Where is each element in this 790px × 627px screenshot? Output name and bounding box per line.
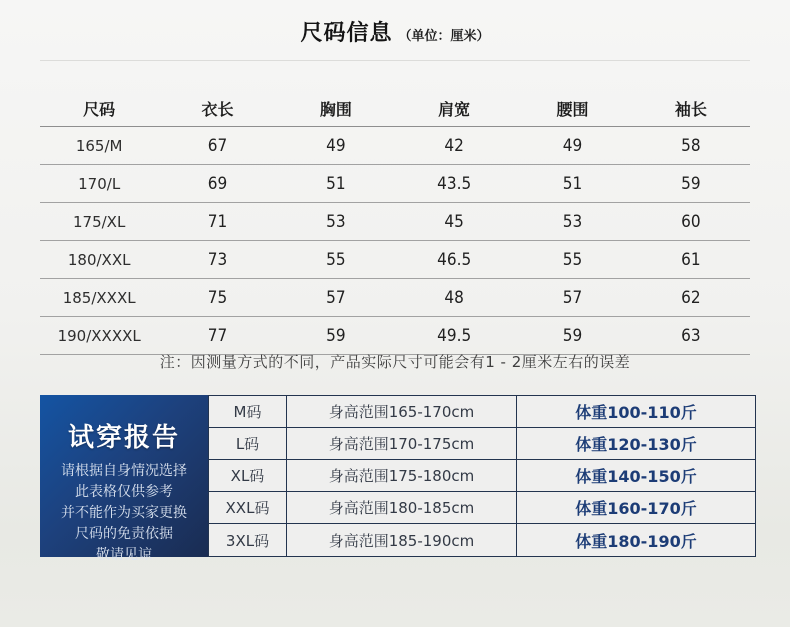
cell-value: 59: [562, 325, 583, 346]
cell-value: 53: [562, 211, 583, 232]
table-row: [40, 165, 750, 203]
fit-height-cell: 身高范围175-180cm: [287, 460, 517, 491]
page-title: [0, 16, 790, 47]
cell-size: 185/XXXL: [62, 288, 136, 307]
column-header-size: 尺码: [83, 99, 116, 119]
cell-value: 46.5: [437, 249, 472, 270]
fit-size-cell: L码: [209, 428, 287, 459]
cell-value: 43.5: [437, 173, 472, 194]
cell-value: 48: [444, 287, 464, 308]
fit-weight-cell: 体重140-150斤: [517, 460, 755, 491]
cell-value: 55: [562, 249, 583, 270]
fit-report-line: 并不能作为买家更换: [61, 505, 187, 521]
cell-value: 58: [681, 135, 701, 156]
fit-height-cell: 身高范围170-175cm: [287, 428, 517, 459]
column-header-shoulder: 肩宽: [438, 99, 471, 119]
fit-table-row: [209, 524, 755, 556]
cell-value: 63: [681, 325, 701, 346]
column-header-sleeve: 袖长: [674, 99, 707, 119]
column-header-length: 衣长: [201, 99, 234, 119]
fit-size-cell: XXL码: [209, 492, 287, 523]
cell-value: 57: [562, 287, 583, 308]
fit-report-line: 请根据自身情况选择: [61, 463, 187, 479]
fit-report-line: 敬请见谅: [96, 547, 152, 563]
measurement-note: 注：因测量方式的不同，产品实际尺寸可能会有1 - 2厘米左右的误差: [159, 353, 631, 371]
cell-size: 180/XXL: [67, 250, 131, 269]
cell-value: 51: [326, 173, 346, 194]
cell-value: 61: [681, 249, 701, 270]
table-row: [40, 279, 750, 317]
cell-value: 51: [562, 173, 583, 194]
table-row: [40, 241, 750, 279]
cell-value: 49: [326, 135, 346, 156]
fit-table-row: [209, 428, 755, 460]
fit-weight-cell: 体重160-170斤: [517, 492, 755, 523]
cell-value: 49.5: [437, 325, 472, 346]
cell-value: 49: [562, 135, 583, 156]
cell-value: 59: [326, 325, 346, 346]
fit-report-title: 试穿报告: [67, 423, 180, 453]
cell-value: 59: [681, 173, 701, 194]
column-header-chest: 胸围: [319, 99, 352, 119]
cell-value: 77: [207, 325, 228, 346]
fit-weight-cell: 体重180-190斤: [517, 524, 755, 556]
cell-value: 45: [444, 211, 464, 232]
cell-size: 170/L: [78, 174, 121, 193]
fit-table-row: [209, 460, 755, 492]
fit-report-line: 此表格仅供参考: [75, 484, 173, 500]
fit-weight-cell: 体重120-130斤: [517, 428, 755, 459]
title-divider: [40, 60, 750, 61]
cell-value: 69: [207, 173, 228, 194]
size-table: [40, 90, 750, 355]
cell-value: 75: [207, 287, 228, 308]
cell-value: 60: [681, 211, 701, 232]
cell-value: 42: [444, 135, 464, 156]
cell-size: 190/XXXXL: [57, 326, 141, 345]
cell-size: 175/XL: [73, 212, 126, 231]
fit-size-cell: XL码: [209, 460, 287, 491]
fit-height-cell: 身高范围180-185cm: [287, 492, 517, 523]
column-header-waist: 腰围: [556, 99, 589, 119]
cell-value: 67: [207, 135, 228, 156]
cell-size: 165/M: [75, 136, 123, 155]
size-table-header: [40, 90, 750, 127]
cell-value: 55: [326, 249, 346, 270]
page-title-text: 尺码信息: [300, 21, 393, 46]
fit-weight-cell: 体重100-110斤: [517, 396, 755, 427]
fit-size-cell: 3XL码: [209, 524, 287, 556]
fit-size-cell: M码: [209, 396, 287, 427]
fit-height-cell: 身高范围185-190cm: [287, 524, 517, 556]
fit-report-line: 尺码的免责依据: [75, 526, 173, 542]
page-title-unit: （单位：厘米）: [398, 29, 490, 44]
fit-table: [208, 395, 756, 557]
fit-table-row: [209, 492, 755, 524]
table-row: [40, 127, 750, 165]
fit-report-panel: [40, 395, 208, 563]
fit-height-cell: 身高范围165-170cm: [287, 396, 517, 427]
table-row: [40, 203, 750, 241]
fit-table-row: [209, 396, 755, 428]
table-row: [40, 317, 750, 355]
cell-value: 71: [207, 211, 228, 232]
cell-value: 57: [326, 287, 346, 308]
cell-value: 62: [681, 287, 701, 308]
cell-value: 73: [207, 249, 228, 270]
cell-value: 53: [326, 211, 346, 232]
